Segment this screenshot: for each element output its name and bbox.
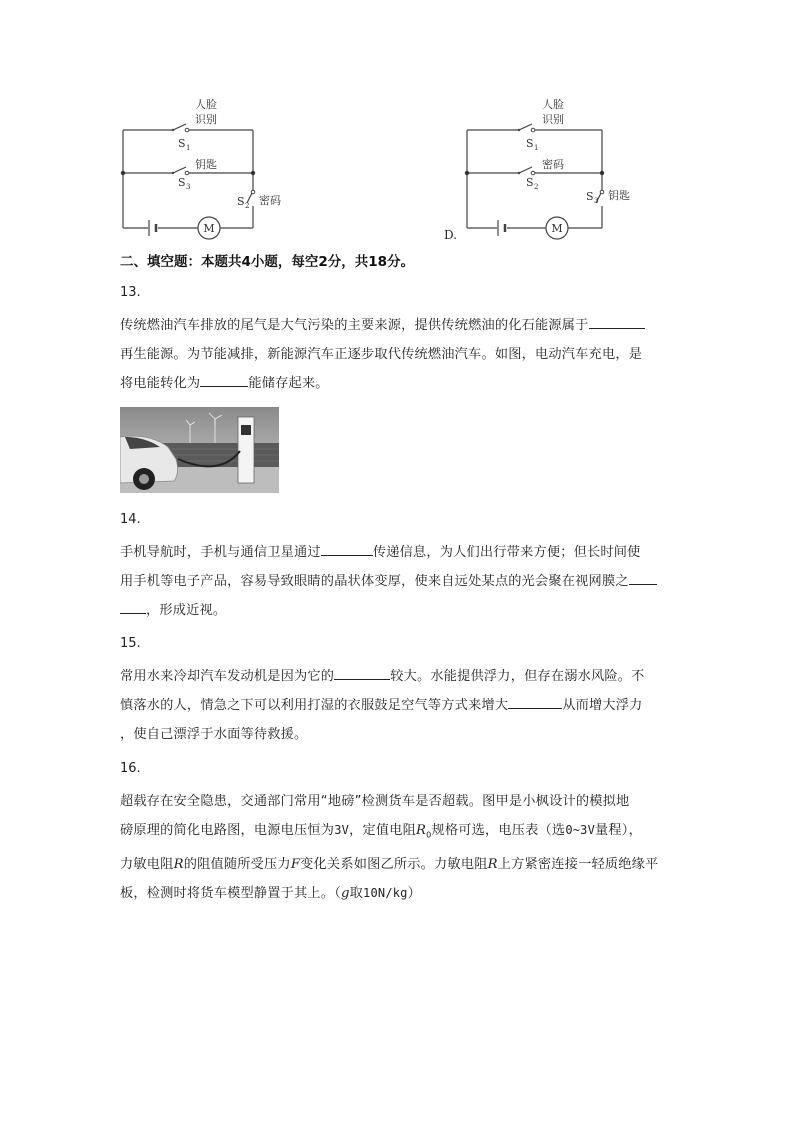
q15-number: 15.	[120, 636, 141, 651]
face-label-1-d: 人脸	[542, 98, 564, 111]
q16-line3c: 变化关系如图乙所示。力敏电阻	[300, 856, 488, 872]
pwd-label: 密码	[259, 194, 281, 207]
q15-text	[120, 662, 680, 749]
q14-text	[120, 538, 680, 625]
q16-g-value: 10N/kg	[363, 885, 408, 900]
s1-sub-d: 1	[534, 144, 539, 152]
q14-blank-1[interactable]	[321, 541, 373, 556]
q14-line1a: 手机导航时，手机与通信卫星通过	[120, 545, 321, 560]
q16-f: F	[290, 856, 301, 872]
q16-line2c: 规格可选，电压表（选	[431, 823, 566, 838]
q14-line2a: 用手机等电子产品，容易导致眼睛的晶状体变厚，使来自远处某点的光会聚在视网膜之	[120, 574, 629, 589]
key-label: 钥匙	[195, 158, 217, 171]
s3-sub: 3	[186, 183, 191, 191]
ev-charging-illustration	[120, 407, 279, 493]
q16-text	[120, 787, 680, 908]
motor-label-d: M	[551, 222, 563, 235]
q15-line1b: 较大。水能提供浮力，但存在溺水风险。不	[390, 669, 645, 684]
s1-sub: 1	[186, 144, 191, 152]
q16-line2a: 磅原理的简化电路图，电源电压恒为	[120, 823, 335, 838]
s2-label-d: S	[526, 176, 534, 189]
q16-line3b: 的阻值随所受压力	[183, 856, 291, 872]
q13-text	[120, 311, 680, 398]
s2-sub: 2	[245, 202, 250, 210]
q16-g: g	[341, 885, 350, 901]
q14-line3b: ，形成近视。	[146, 603, 227, 618]
s1-label-d: S	[526, 137, 534, 150]
q16-line2d: 量程），	[595, 823, 642, 838]
q13-blank-2[interactable]	[200, 372, 248, 387]
face-label-2-d: 识别	[542, 113, 564, 126]
q14-number: 14.	[120, 512, 141, 527]
q16-r: R	[173, 856, 184, 872]
s3-label-d: S	[586, 190, 594, 203]
q14-blank-2b[interactable]	[120, 599, 146, 614]
q16-r0: R	[416, 823, 427, 838]
q13-number: 13.	[120, 285, 141, 300]
q15-line1a: 常用水来冷却汽车发动机是因为它的	[120, 669, 335, 684]
q15-blank-1[interactable]	[334, 665, 390, 680]
face-label-1: 人脸	[195, 98, 217, 111]
q13-line1: 传统燃油汽车排放的尾气是大气污染的主要来源，提供传统燃油的化石能源属于	[120, 318, 589, 333]
q15-blank-2[interactable]	[508, 694, 562, 709]
q16-line4c: ）	[407, 885, 421, 901]
q13-line3a: 将电能转化为	[120, 376, 201, 391]
q16-range: 0~3V	[565, 823, 596, 837]
q14-line1b: 传递信息，为人们出行带来方便；但长时间使	[372, 545, 641, 560]
q14-blank-2a[interactable]	[629, 570, 657, 585]
s1-label: S	[178, 137, 186, 150]
q16-r0-sub: 0	[426, 830, 432, 840]
q16-line3d: 上方紧密连接一轻质绝缘平	[497, 856, 659, 872]
section-title: 二、填空题：本题共4小题，每空2分，共18分。	[120, 254, 415, 270]
pwd-label-d: 密码	[542, 158, 564, 171]
s2-sub-d: 2	[534, 183, 539, 191]
s3-label: S	[178, 176, 186, 189]
q15-line2a: 慎落水的人，情急之下可以利用打湿的衣服鼓足空气等方式来增大	[120, 698, 509, 713]
key-label-d: 钥匙	[608, 189, 630, 202]
q16-number: 16.	[120, 761, 141, 776]
q15-line3: ，使自己漂浮于水面等待救援。	[120, 727, 308, 742]
q15-line2b: 从而增大浮力	[562, 698, 643, 713]
q13-line3b: 能储存起来。	[248, 376, 329, 391]
s3-sub-d: 3	[594, 197, 599, 205]
circuit-d-svg	[462, 95, 642, 240]
q16-line1: 超载存在安全隐患，交通部门常用“地磅”检测货车是否超载。图甲是小枫设计的模拟地	[120, 794, 630, 809]
option-d-letter: D.	[444, 228, 458, 242]
q16-line4b: 取	[349, 885, 364, 901]
face-label-2: 识别	[195, 113, 217, 126]
q16-r2: R	[487, 856, 498, 872]
q16-line4a: 板，检测时将货车模型静置于其上。（	[120, 885, 341, 901]
s2-label: S	[237, 195, 245, 208]
ev-charging-photo	[120, 407, 279, 493]
circuit-c-svg	[118, 95, 288, 240]
q13-line2: 再生能源。为节能减排，新能源汽车正逐步取代传统燃油汽车。如图，电动汽车充电，是	[120, 347, 643, 362]
circuit-diagram-d	[462, 95, 642, 240]
q16-voltage: 3V	[334, 823, 350, 837]
q13-blank-1[interactable]	[589, 314, 645, 329]
q16-line2b: ，定值电阻	[349, 823, 416, 838]
motor-label: M	[203, 222, 215, 235]
circuit-diagram-c	[118, 95, 288, 240]
q16-line3a: 力敏电阻	[120, 856, 174, 872]
